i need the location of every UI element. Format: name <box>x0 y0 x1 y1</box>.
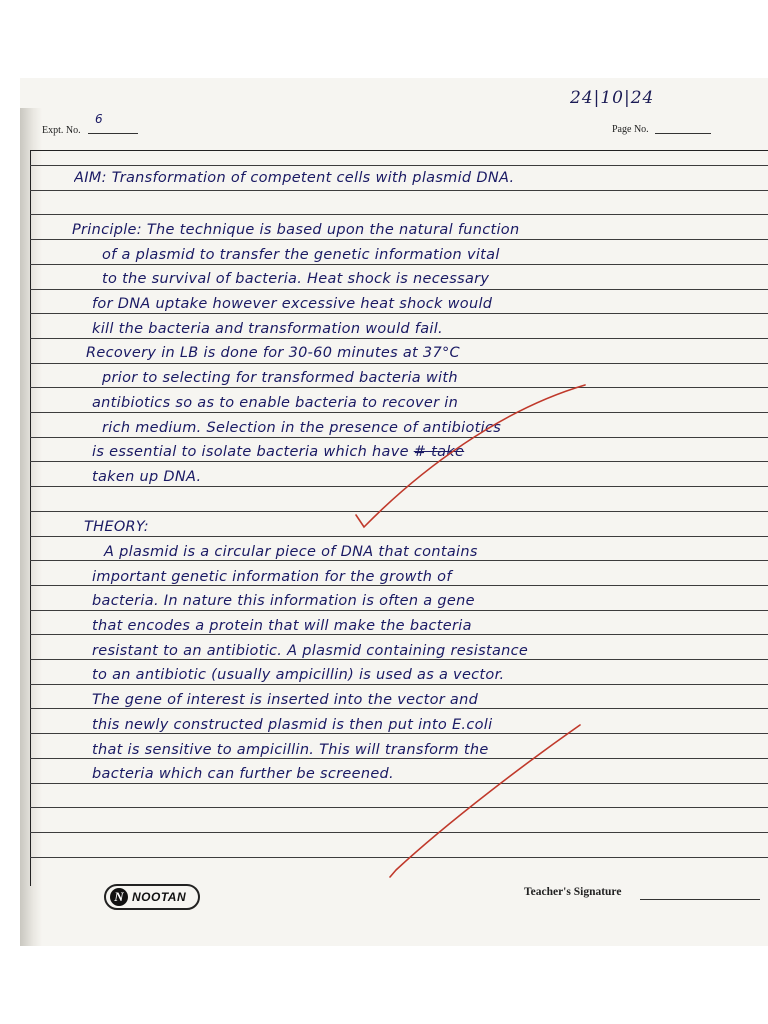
logo-mark: N <box>110 888 128 906</box>
theory-line: important genetic information for the growth of <box>92 568 452 585</box>
theory-line: A plasmid is a circular piece of DNA that contains <box>104 544 478 560</box>
struck-word: # take <box>413 444 465 461</box>
principle-line: to the survival of bacteria. Heat shock is necessary <box>102 271 490 288</box>
nootan-logo-icon <box>104 884 200 910</box>
handwritten-date: 24|10|24 <box>570 88 655 108</box>
principle-line: prior to selecting for transformed bacteria with <box>102 370 458 387</box>
check-mark-icon <box>390 725 580 877</box>
theory-line: bacteria which can further be screened. <box>92 766 394 783</box>
principle-line-text: is essential to isolate bacteria which have <box>92 444 409 461</box>
theory-line: bacteria. In nature this information is often a gene <box>92 593 475 610</box>
theory-line: to an antibiotic (usually ampicillin) is used as a vector. <box>92 667 505 684</box>
check-mark-icon <box>356 385 585 527</box>
expt-no-value: 6 <box>95 112 103 126</box>
principle-line: taken up DNA. <box>92 468 202 485</box>
theory-line: resistant to an antibiotic. A plasmid containing resistance <box>92 642 529 659</box>
logo-text: NOOTAN <box>132 890 187 904</box>
principle-line: of a plasmid to transfer the genetic information vital <box>102 246 500 263</box>
page-no-label: Page No. <box>612 124 649 135</box>
principle-line: Recovery in LB is done for 30-60 minutes at 37°C <box>86 345 460 362</box>
theory-heading: THEORY: <box>84 519 149 535</box>
principle-line: Principle: The technique is based upon the natural function <box>72 222 520 238</box>
principle-line: for DNA uptake however excessive heat shock would <box>92 296 493 313</box>
teacher-signature-label: Teacher's Signature <box>524 886 622 898</box>
theory-line: that is sensitive to ampicillin. This will transform the <box>92 741 489 758</box>
teacher-signature-line <box>640 899 760 900</box>
aim-line: AIM: Transformation of competent cells with plasmid DNA. <box>74 170 515 186</box>
theory-line: that encodes a protein that will make the bacteria <box>92 618 472 635</box>
theory-line: this newly constructed plasmid is then put into E.coli <box>92 716 493 733</box>
expt-no-label: Expt. No. <box>42 125 81 136</box>
principle-line: antibiotics so as to enable bacteria to recover in <box>92 394 459 411</box>
principle-line: rich medium. Selection in the presence of antibiotics <box>102 419 502 436</box>
theory-line: The gene of interest is inserted into the vector and <box>92 692 479 709</box>
principle-line: kill the bacteria and transformation would fail. <box>92 320 443 337</box>
